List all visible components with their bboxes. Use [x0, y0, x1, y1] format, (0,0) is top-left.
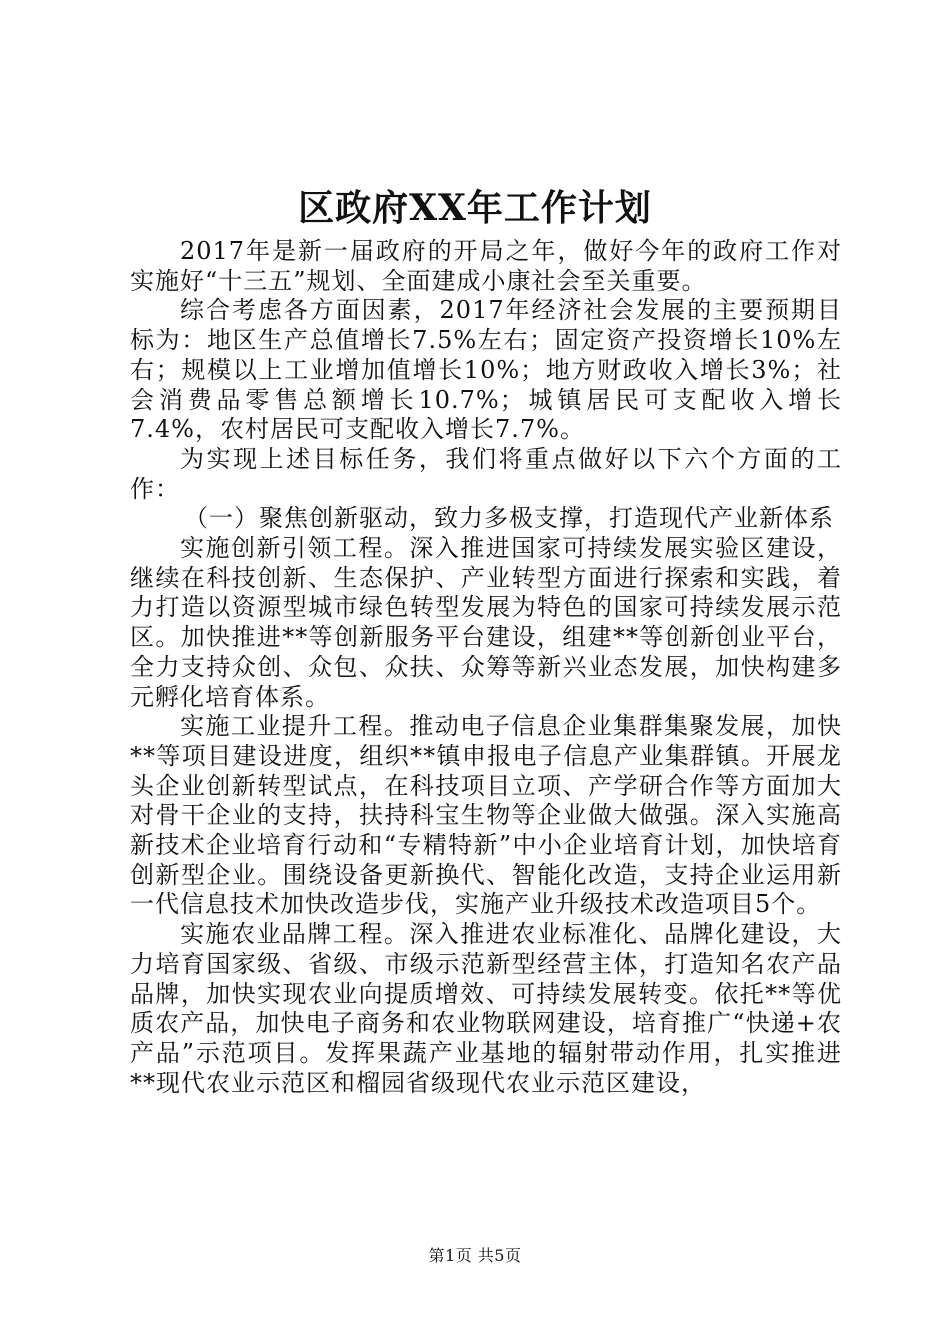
paragraph-intro: 2017年是新一届政府的开局之年，做好今年的政府工作对实施好“十三五”规划、全面建成小康社会至关重要。 — [130, 237, 842, 295]
paragraph-industry: 实施工业提升工程。推动电子信息企业集群集聚发展，加快**等项目建设进度，组织**镇申报电子信息产业集群镇。开展龙头企业创新转型试点，在科技项目立项、产学研合作等方面加大对骨干企业的支持，扶持科宝生物等企业做大做强。深入实施高新技术企业培育行动和“专精特新”中小企业培育计划，加快培育创新型企业。围绕设备更新换代、智能化改造，支持企业运用新一代信息技术加快改造步伐，实施产业升级技术改造项目5个。 — [130, 712, 842, 919]
paragraph-agriculture: 实施农业品牌工程。深入推进农业标准化、品牌化建设，大力培育国家级、省级、市级示范新型经营主体，打造知名农产品品牌，加快实现农业向提质增效、可持续发展转变。依托**等优质农产品，加快电子商务和农业物联网建设，培育推广“快递+农产品”示范项目。发挥果蔬产业基地的辐射带动作用，扎实推进**现代农业示范区和榴园省级现代农业示范区建设， — [130, 920, 842, 1097]
section-heading-1: （一）聚焦创新驱动，致力多极支撑，打造现代产业新体系 — [184, 504, 834, 533]
document-title: 区政府XX年工作计划 — [298, 187, 652, 229]
page-footer: 第1页 共5页 — [428, 1246, 522, 1265]
paragraph-targets: 综合考虑各方面因素，2017年经济社会发展的主要预期目标为：地区生产总值增长7.5%左右；固定资产投资增长10%左右；规模以上工业增加值增长10%；地方财政收入增长3%；社会消费品零售总额增长10.7%；城镇居民可支配收入增长7.4%，农村居民可支配收入增长7.7%。 — [130, 296, 842, 444]
document-body — [130, 237, 842, 1098]
paragraph-innovation: 实施创新引领工程。深入推进国家可持续发展实验区建设，继续在科技创新、生态保护、产业转型方面进行探索和实践，着力打造以资源型城市绿色转型发展为特色的国家可持续发展示范区。加快推进**等创新服务平台建设，组建**等创新创业平台，全力支持众创、众包、众扶、众筹等新兴业态发展，加快构建多元孵化培育体系。 — [130, 534, 842, 711]
paragraph-tasks: 为实现上述目标任务，我们将重点做好以下六个方面的工作： — [130, 444, 842, 503]
